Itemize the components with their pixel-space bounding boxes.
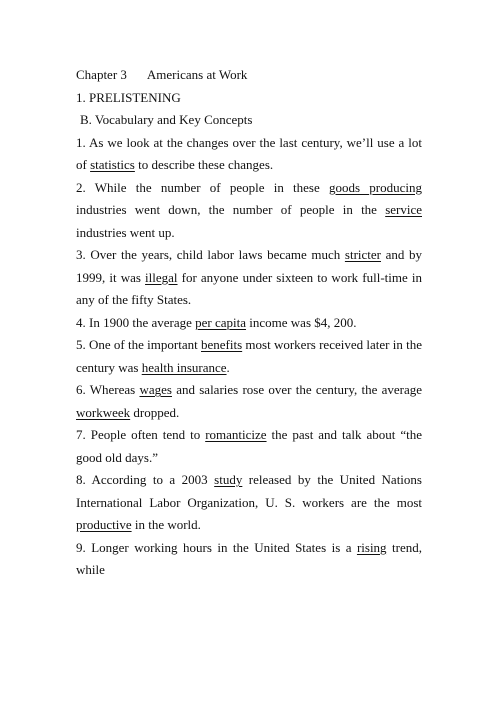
vocab-term: statistics [90,157,135,172]
list-item: 7. People often tend to romanticize the past and talk about “the good old days.” [76,427,422,465]
subsection-heading: B. Vocabulary and Key Concepts [80,112,253,127]
list-item: 8. According to a 2003 study released by the United Nations International Labor Organization, U. S. workers are the most productive in the world. [76,472,422,532]
chapter-title: Americans at Work [146,67,248,82]
vocab-term: stricter [344,247,381,262]
vocab-term: goods producing [328,179,422,195]
list-item: 3. Over the years, child labor laws became much stricter and by 1999, it was illegal for anyone under sixteen to work full-time in any of the fifty States. [76,247,422,307]
vocab-term: per capita [195,314,247,330]
vocab-term: service [385,202,422,217]
vocab-term: workweek [76,404,131,420]
vocab-term: romanticize [205,427,267,442]
chapter-heading [76,64,422,87]
vocab-term: health insurance [141,359,227,375]
list-item: 6. Whereas wages and salaries rose over the century, the average workweek dropped. [76,382,423,420]
document-page [76,64,422,582]
list-item: 9. Longer working hours in the United States is a rising trend, while [76,539,422,577]
chapter-number: Chapter 3 [76,67,127,82]
vocab-term: benefits [201,337,243,352]
list-item: 1. As we look at the changes over the last century, we’ll use a lot of statistics to describe these changes. [76,134,422,172]
vocab-term: illegal [145,269,178,285]
list-item: 4. In 1900 the average per capita income was $4, 200. [76,314,357,330]
section-heading: 1. PRELISTENING [76,89,181,105]
vocab-term: productive [76,517,132,532]
list-item: 2. While the number of people in these goods producing industries went down, the number of people in the service industries went up. [76,179,422,240]
list-item: 5. One of the important benefits most workers received later in the century was health insurance. [76,337,423,375]
vocab-term: wages [139,382,172,397]
vocab-term: study [214,472,243,487]
vocab-term: rising [356,539,387,555]
